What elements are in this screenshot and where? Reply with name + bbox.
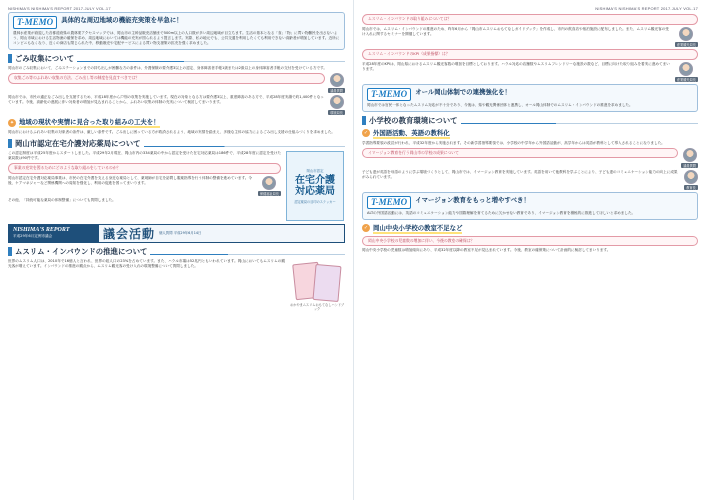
memo-box-okayama — [362, 84, 698, 112]
question-bubble: ムスリム・インバウンドの取り組みについては？ — [362, 14, 698, 25]
section-bar — [362, 116, 366, 125]
section-rule — [461, 123, 698, 124]
school-answer — [362, 170, 698, 190]
avatar — [679, 62, 693, 76]
answer-text: 平成28年度のKPIは、岡山県におけるムスリム観光客数の増加を目標としております。ハラル対応の店舗数やムスリムフレンドリーな施設の数など、目標に向けた取り組みを着実に進めてまいります。 — [362, 61, 670, 71]
highlight-heading — [8, 117, 345, 128]
handbook-image — [289, 259, 345, 311]
section-rule — [144, 146, 346, 147]
book-caption: おかやまムスリムおもてなしハンドブック — [289, 303, 345, 311]
pharmacy-block — [8, 151, 345, 221]
section-title: ムスリム・インバウンドの推進について — [15, 247, 148, 256]
garbage-paragraph: 岡山市のごみ収集において、ごみステーションまでの持ち出しが困難な方の条件は、介護保険の要介護3以上の認定、身体障害者手帳1級または2級以上の身体障害者手帳の交付を受けている方です。 — [8, 66, 327, 70]
memo-body: ALTの外国語活動には、英語のコミュニケーション能力や国際理解を育てるために欠かせない教育であり、イマージョン教育を積極的に推進してほしいと求めました。 — [367, 210, 636, 215]
right-page — [353, 0, 706, 500]
avatar — [330, 95, 344, 109]
banner-brand: NISHIMA'S REPORT — [13, 227, 70, 233]
avatar — [679, 27, 693, 41]
poster-note: 認定薬局の目印のステッカー — [294, 200, 336, 204]
muslim-answer-2 — [362, 62, 698, 82]
school-paragraph: 学習指導要領の改訂が行われ、平成32年度から実施されます。その新学習指導要領では、小学校の中学年から外国語活動が、高学年からは英語が教科として導入されることになりました。 — [362, 140, 665, 145]
section-header-school — [362, 115, 698, 126]
memo-title: オール岡山体制での連携強化を！ — [415, 87, 511, 96]
memo-box-regional — [8, 12, 345, 50]
highlight-heading-school — [362, 128, 698, 139]
role-tag: 産業観光局長 — [676, 42, 696, 47]
highlight-paragraph: 岡山市におけるふれあい収集の対象者の条件は、厳しい条件です。ごみ出しに困っている方が救済されるよう、地域の実情を踏まえ、多様な主体の協力によるごみ出し支援の仕組みづくりを求めました。 — [8, 130, 335, 134]
memo-body: 農林水産業が衰退した各都道府県の農林業アクセスマップでは、岡山市の主幹品販売店舗まで500m以上の人口数が多い周辺地域が目立ちます。生活の基本となる「食」「物」に買い物難民を出さないよう、岡山市域における生活物流の確保を求め、周辺地域においては機能の充実が図られるよう提言します。実際、私の地元でも、公共交通を利用したくても利用できない高齢者が増加しています。近所にコンビニもなくなり、近くの商店も閉じられた中、移動販売や宅配サービスによる買い物支援策の拡充を強く求めました。 — [13, 31, 340, 45]
running-head-left: NISHIMA'S NISHIMA'S REPORT 2017.JULY VOL.17 — [8, 6, 111, 11]
school-question — [362, 148, 698, 168]
memo-logo: T-MEMO — [367, 196, 411, 209]
highlight-heading-gym — [362, 223, 698, 234]
muslim-question-2 — [362, 49, 698, 60]
highlight-title: 外国語活動、英語の教科化 — [373, 128, 450, 137]
section-rule — [77, 61, 345, 62]
memo-logo: T-MEMO — [367, 88, 411, 101]
banner-title: 議会活動 — [103, 227, 156, 241]
role-tag: 保健福祉局長 — [259, 191, 279, 196]
muslim-answer-1 — [362, 27, 698, 47]
pharmacy-answer — [8, 176, 281, 196]
question-bubble: ムスリム・インバウンドのKPI（成果指標）は？ — [362, 49, 698, 60]
check-icon: ✓ — [363, 130, 369, 137]
question-bubble: 収集ごみ等のふれあい収集の方法、ごみ出し等の制度を見直すべきでは？ — [8, 73, 325, 84]
section-rule — [150, 254, 345, 255]
highlight-title: 岡山中央小学校の教室不足など — [373, 223, 463, 232]
avatar — [684, 170, 698, 184]
poster-title: 在宅介護 対応薬局 — [295, 175, 335, 197]
pharmacy-paragraph: この認定制度は平成25年度からスタートしました。平成29年2月現在、岡山市内の334薬局の中から認定を受けた在宅対応薬局は186件で、平成28年度に認定を受けた薬局数は90件です。 — [8, 151, 281, 160]
avatar — [683, 148, 697, 162]
answer-text: 岡山市では、ムスリム・インバウンドの推進のため、昨年6月から「岡山市ムスリムおもてなしガイドブック」を作成し、市内の飲食店や宿泊施設に配布しました。また、ムスリム観光客の受け入れに関するセミナーを開催しています。 — [362, 26, 669, 36]
role-tag: 環境局長 — [330, 111, 343, 115]
answerer — [258, 176, 281, 196]
questioner — [681, 148, 698, 168]
section-bar — [8, 139, 12, 148]
role-tag: 議員質問 — [330, 89, 343, 93]
section-title: ごみ収集について — [15, 54, 74, 63]
memo-title: イマージョン教育をもっと増やすべき！ — [415, 195, 530, 204]
memo-body: 岡山市では官民一体となったムスリム対応が不十分であり、今後は、県や観光関係団体と連携し、オール岡山体制でのムスリム・インバウンドの推進を求めました。 — [367, 102, 633, 107]
garbage-answer — [8, 95, 345, 115]
pharmacy-sticker-image — [286, 151, 344, 221]
pharmacy-question — [8, 163, 281, 174]
garbage-question — [8, 73, 345, 93]
section-header-garbage — [8, 53, 345, 64]
role-tag: 議員質問 — [683, 163, 696, 168]
section-header-pharmacy — [8, 138, 345, 149]
section-title: 小学校の教育環境について — [369, 115, 458, 125]
section-bar — [8, 54, 12, 63]
memo-box-immersion — [362, 192, 698, 220]
memo-title: 具体的な周辺地域の機能充実策を早急に！ — [61, 16, 183, 24]
gym-paragraph: 岡山中央小学校の児童数は増加傾向にあり、平成32年度以降の教室不足が見込まれています。今後、教室の確保策について計画的に検討してまいります。 — [362, 248, 611, 253]
question-bubble: イマージョン教育を行う岡山市の学校の成果について — [362, 148, 678, 159]
poster-sub: 岡山市認定 — [306, 169, 324, 173]
lightbulb-icon: ✦ — [9, 119, 15, 126]
answerer — [675, 27, 698, 47]
section-bar — [8, 247, 12, 256]
highlight-title: 地域の現状や実情に見合った取り組みの工夫を！ — [19, 118, 160, 126]
role-tag: 教育長 — [686, 185, 696, 190]
running-head-right: NISHIMA'S NISHIMA'S REPORT 2017.JULY VOL.17 — [595, 6, 698, 11]
role-tag: 産業観光局長 — [676, 77, 696, 82]
council-banner — [8, 224, 345, 243]
avatar — [262, 176, 276, 190]
banner-date: 平成29年6月定例市議会 — [13, 234, 53, 238]
section-header-muslim — [8, 246, 345, 257]
answer-text: 子ども達が英語を母語のように学ぶ環境づくりとして、岡山市では、イマージョン教育を実施しています。英語を用いて他教科を学ぶことにより、子ども達のコミュニケーション能力の向上に成果がみられています。 — [362, 169, 678, 179]
muslim-block — [8, 259, 345, 311]
answerer — [684, 170, 698, 190]
muslim-question-1 — [362, 14, 698, 25]
answer-text: 岡山市認定在宅介護対応薬局事業は、市民の在宅介護を支える身近な薬局として、薬剤師が自宅を訪問し服薬指導を行う体制の整備を進めています。今後、ケアマネジャーなど関係機関への周知を強化し、利用の促進を図ってまいります。 — [8, 175, 253, 185]
banner-info: 個人質問 平成29年6月14日 — [159, 231, 202, 236]
answerer — [328, 95, 345, 115]
question-bubble: 事業の充実を図るためにどのような取り組みをしているのか？ — [8, 163, 281, 174]
answerer — [675, 62, 698, 82]
questioner — [328, 73, 345, 93]
avatar — [330, 73, 344, 87]
muslim-paragraph: 世界のムスリム人口は、2010年で16億人と言われ、世界の総人口の23%を占めています。また、ハラル市場は52兆円ともいわれています。岡山においてもムスリムの観光客が増えています。インバウンドの推進の観点から、ムスリム観光客の受け入れの環境整備について質問しました。 — [8, 259, 285, 268]
pharmacy-closing: その他、「持続可能な薬局の体制整備」についても質問しました。 — [8, 197, 116, 202]
check-icon: ✓ — [363, 225, 369, 232]
section-title: 岡山市認定在宅介護対応薬局について — [15, 139, 141, 148]
memo-logo: T-MEMO — [13, 16, 57, 29]
book-icon — [290, 259, 344, 303]
answer-text: 岡山市では、市民の適正なごみ出しを支援するため、平成18年度から戸別の収集を実施しています。現在の対象となる方は要介護3以上、重度障害のある方で、平成28年度実績で約1,400件となっています。今後、高齢化の進展に伴い対象者の増加が見込まれることから、ふれあい収集の体制の充実について検討してまいります。 — [8, 95, 324, 104]
gym-question: 岡山中央小学校の児童数の増加に伴い、今後の教室の確保は？ — [362, 236, 698, 247]
